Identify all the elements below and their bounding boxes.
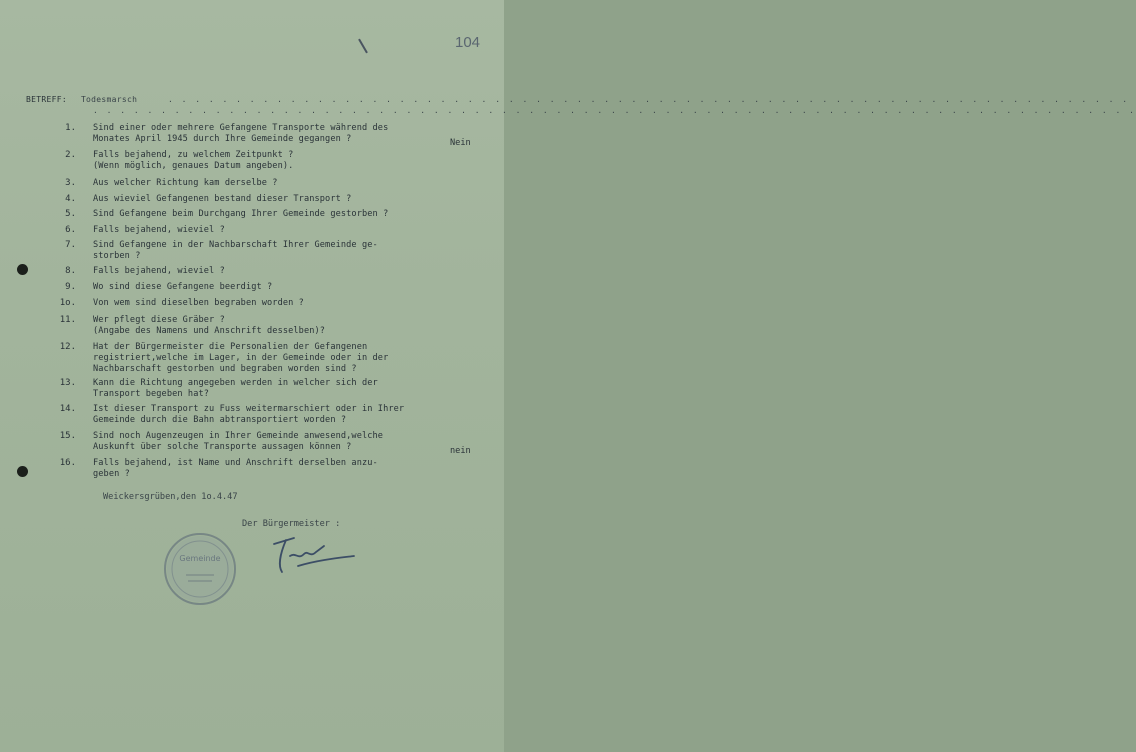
question-text: Aus welcher Richtung kam derselbe ? [93, 178, 278, 188]
subject-value: Todesmarsch [80, 95, 138, 104]
place-date: Weickersgrüben,den 1o.4.47 [103, 492, 238, 502]
question-text: registriert,welche im Lager, in der Gemeinde oder in der [93, 353, 389, 363]
question-text: Kann die Richtung angegeben werden in welcher sich der [93, 378, 378, 388]
question-text: Falls bejahend, zu welchem Zeitpunkt ? [93, 150, 294, 160]
page-number: 104 [455, 34, 481, 51]
question-text: storben ? [93, 251, 141, 261]
question-text: Falls bejahend, wieviel ? [93, 225, 225, 235]
question-text: Sind Gefangene in der Nachbarschaft Ihrer Gemeinde ge- [93, 240, 378, 250]
question-text: Falls bejahend, ist Name und Anschrift derselben anzu- [93, 458, 378, 468]
official-stamp [162, 531, 238, 607]
subject-label: BETREFF: [26, 95, 67, 104]
question-text: Wo sind diese Gefangene beerdigt ? [93, 282, 273, 292]
stamp-text: Gemeinde [179, 554, 221, 563]
question-number: 9. [65, 282, 76, 292]
question-text: Falls bejahend, wieviel ? [93, 266, 225, 276]
punch-hole [17, 466, 28, 477]
punch-hole [17, 264, 28, 275]
question-text: Monates April 1945 durch Ihre Gemeinde gegangen ? [93, 134, 352, 144]
question-number: 4. [65, 194, 76, 204]
question-text: geben ? [93, 469, 130, 479]
question-text: Nachbarschaft gestorben und begraben worden sind ? [93, 364, 357, 374]
question-number: 8. [65, 266, 76, 276]
pen-mark [358, 39, 368, 54]
question-text: Aus wieviel Gefangenen bestand dieser Transport ? [93, 194, 352, 204]
question-number: 14. [59, 404, 76, 414]
question-text: Sind Gefangene beim Durchgang Ihrer Gemeinde gestorben ? [93, 209, 389, 219]
question-text: (Angabe des Namens und Anschrift desselben)? [93, 326, 326, 336]
question-number: 6. [65, 225, 76, 235]
question-number: 11. [59, 315, 76, 325]
question-number: 1. [65, 123, 76, 133]
question-text: Sind einer oder mehrere Gefangene Transporte während des [93, 123, 389, 133]
question-text: Gemeinde durch die Bahn abtransportiert worden ? [93, 415, 347, 425]
question-number: 15. [59, 431, 76, 441]
question-number: 12. [59, 342, 76, 352]
question-number: 3. [65, 178, 76, 188]
dotted-line: . . . . . . . . . . . . . . . . . . . . . . . . . . . . . . . . . . . . . . . . . . . . . . . . . . . . . . . . . . . . . . . . . . . . . . . . . . . . . [93, 106, 1136, 115]
question-number: 2. [65, 150, 76, 160]
question-text: Sind noch Augenzeugen in Ihrer Gemeinde anwesend,welche [93, 431, 384, 441]
question-number: 5. [65, 209, 76, 219]
question-number: 16. [59, 458, 76, 468]
question-number: 1o. [59, 298, 76, 308]
question-text: Auskunft über solche Transporte aussagen können ? [93, 442, 352, 452]
question-text: Von wem sind dieselben begraben worden ? [93, 298, 304, 308]
subject-line [26, 95, 137, 104]
question-text: (Wenn möglich, genaues Datum angeben). [93, 161, 294, 171]
answer-text: Nein [450, 138, 471, 148]
dotted-line: . . . . . . . . . . . . . . . . . . . . . . . . . . . . . . . . . . . . . . . . . . . . . . . . . . . . . . . . . . . . . . . . . . . . . . . [168, 95, 1130, 104]
signature-label: Der Bürgermeister : [242, 519, 341, 529]
question-number: 13. [59, 378, 76, 388]
answer-text: nein [450, 446, 471, 456]
question-text: Hat der Bürgermeister die Personalien der Gefangenen [93, 342, 368, 352]
question-text: Transport begeben hat? [93, 389, 210, 399]
question-number: 7. [65, 240, 76, 250]
question-text: Wer pflegt diese Gräber ? [93, 315, 225, 325]
question-text: Ist dieser Transport zu Fuss weitermarschiert oder in Ihrer [93, 404, 405, 414]
signature [268, 532, 358, 578]
